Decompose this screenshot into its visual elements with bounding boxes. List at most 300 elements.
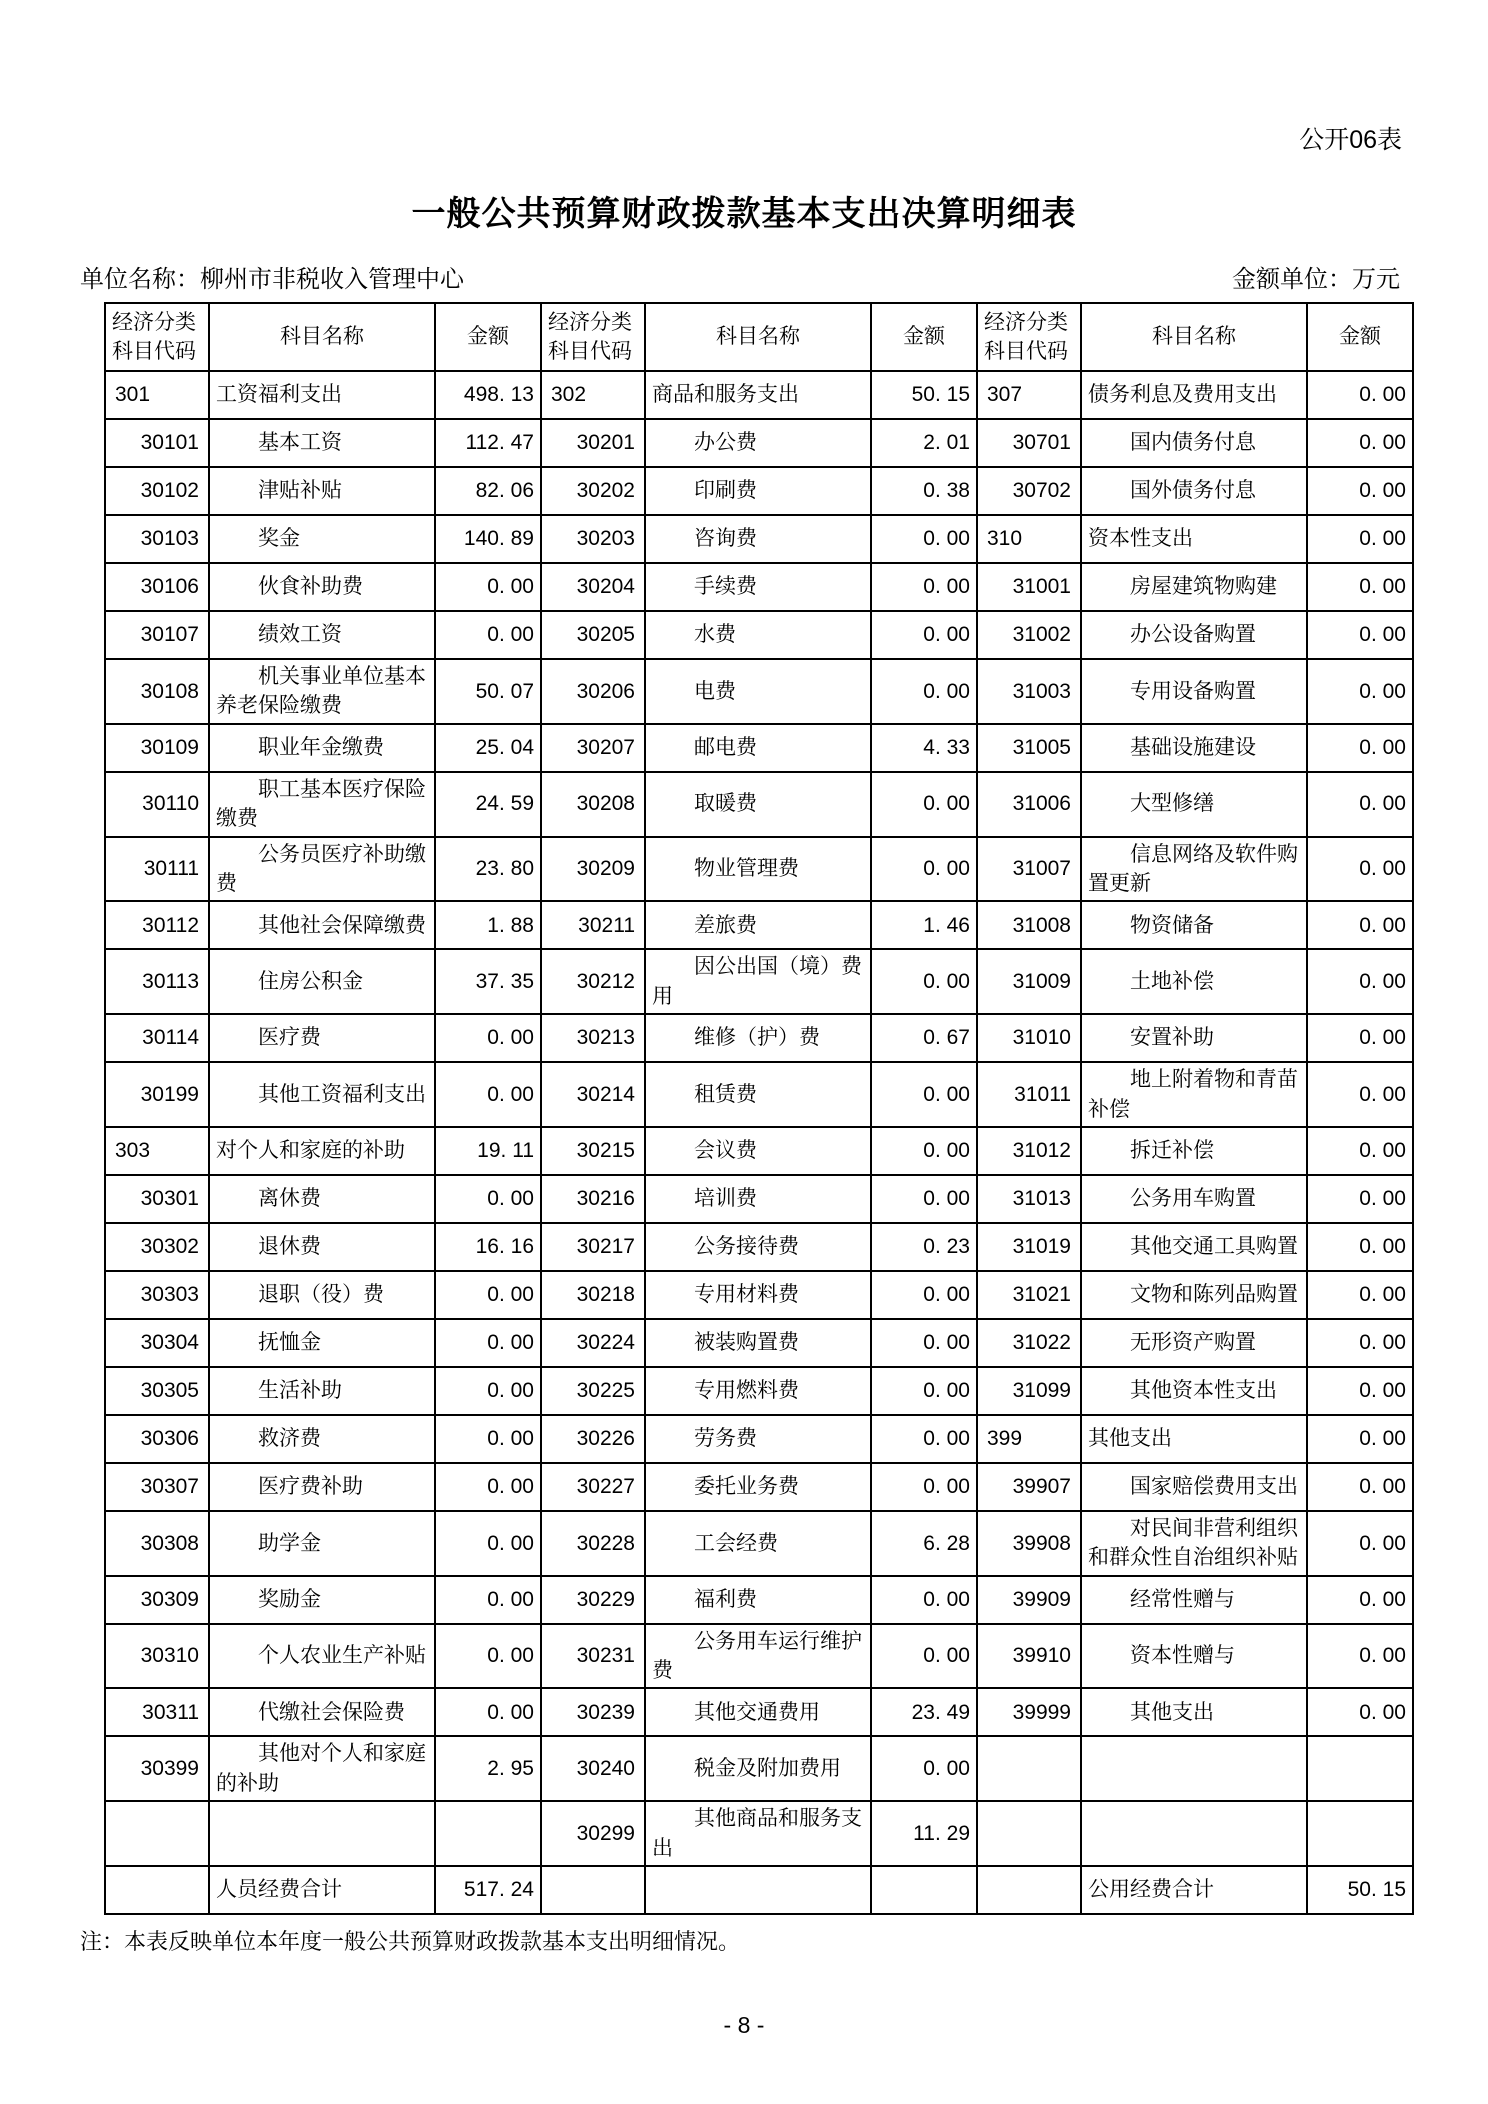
code-cell: 31022 — [977, 1319, 1081, 1367]
name-cell: 水费 — [645, 611, 871, 659]
name-cell: 退职（役）费 — [209, 1271, 435, 1319]
code-cell: 303 — [105, 1127, 209, 1175]
table-row — [105, 611, 1413, 659]
code-cell: 30214 — [541, 1062, 645, 1127]
amount-cell: 0. 00 — [1307, 611, 1413, 659]
name-cell: 公用经费合计 — [1081, 1866, 1307, 1914]
code-cell: 31013 — [977, 1175, 1081, 1223]
amount-cell: 0. 00 — [871, 1624, 977, 1689]
name-cell: 其他支出 — [1081, 1688, 1307, 1736]
code-cell: 30101 — [105, 419, 209, 467]
code-cell: 30111 — [105, 837, 209, 902]
name-cell: 退休费 — [209, 1223, 435, 1271]
name-cell: 工会经费 — [645, 1511, 871, 1576]
table-row — [105, 1415, 1413, 1463]
amount-cell — [1307, 1801, 1413, 1866]
amount-cell: 0. 00 — [1307, 1415, 1413, 1463]
amount-cell: 0. 23 — [871, 1223, 977, 1271]
name-cell: 房屋建筑物购建 — [1081, 563, 1307, 611]
code-cell — [977, 1736, 1081, 1801]
amount-cell: 50. 15 — [871, 371, 977, 419]
name-cell — [645, 1866, 871, 1914]
amount-cell: 0. 00 — [1307, 949, 1413, 1014]
amount-cell: 16. 16 — [435, 1223, 541, 1271]
name-cell: 其他商品和服务支出 — [645, 1801, 871, 1866]
code-cell: 39910 — [977, 1624, 1081, 1689]
name-cell: 商品和服务支出 — [645, 371, 871, 419]
table-row — [105, 515, 1413, 563]
code-cell: 31002 — [977, 611, 1081, 659]
amount-cell: 0. 00 — [1307, 1576, 1413, 1624]
code-cell: 31099 — [977, 1367, 1081, 1415]
amount-cell: 0. 00 — [435, 1576, 541, 1624]
name-cell: 因公出国（境）费用 — [645, 949, 871, 1014]
amount-cell: 0. 00 — [1307, 1271, 1413, 1319]
amount-cell — [871, 1866, 977, 1914]
name-cell: 咨询费 — [645, 515, 871, 563]
amount-cell: 0. 00 — [1307, 1062, 1413, 1127]
code-cell: 30202 — [541, 467, 645, 515]
code-cell: 31008 — [977, 901, 1081, 949]
code-cell: 30308 — [105, 1511, 209, 1576]
name-cell: 基础设施建设 — [1081, 724, 1307, 772]
code-cell: 30305 — [105, 1367, 209, 1415]
name-cell: 安置补助 — [1081, 1014, 1307, 1062]
name-cell: 办公设备购置 — [1081, 611, 1307, 659]
name-cell: 资本性赠与 — [1081, 1624, 1307, 1689]
amount-cell: 0. 00 — [435, 1624, 541, 1689]
table-row — [105, 772, 1413, 837]
code-cell: 30209 — [541, 837, 645, 902]
code-cell: 30306 — [105, 1415, 209, 1463]
name-cell: 个人农业生产补贴 — [209, 1624, 435, 1689]
amount-cell: 0. 00 — [435, 1688, 541, 1736]
amount-cell: 0. 00 — [1307, 371, 1413, 419]
name-cell: 其他交通工具购置 — [1081, 1223, 1307, 1271]
amount-cell — [1307, 1736, 1413, 1801]
amount-cell: 23. 49 — [871, 1688, 977, 1736]
amount-cell: 0. 00 — [1307, 1624, 1413, 1689]
amount-cell: 0. 00 — [435, 1415, 541, 1463]
name-cell: 其他资本性支出 — [1081, 1367, 1307, 1415]
amount-cell: 24. 59 — [435, 772, 541, 837]
amount-cell: 0. 00 — [871, 611, 977, 659]
code-cell: 302 — [541, 371, 645, 419]
amount-cell: 0. 00 — [1307, 772, 1413, 837]
name-cell: 委托业务费 — [645, 1463, 871, 1511]
code-cell: 30207 — [541, 724, 645, 772]
amount-cell: 37. 35 — [435, 949, 541, 1014]
amount-cell: 23. 80 — [435, 837, 541, 902]
amount-unit-label: 金额单位：万元 — [1232, 266, 1400, 293]
name-cell: 其他社会保障缴费 — [209, 901, 435, 949]
name-cell — [1081, 1736, 1307, 1801]
code-cell: 31001 — [977, 563, 1081, 611]
name-cell: 医疗费补助 — [209, 1463, 435, 1511]
name-cell: 文物和陈列品购置 — [1081, 1271, 1307, 1319]
name-cell: 其他支出 — [1081, 1415, 1307, 1463]
code-cell: 30106 — [105, 563, 209, 611]
name-cell: 无形资产购置 — [1081, 1319, 1307, 1367]
code-cell: 30224 — [541, 1319, 645, 1367]
amount-cell: 140. 89 — [435, 515, 541, 563]
amount-cell: 50. 15 — [1307, 1866, 1413, 1914]
header-economic-code: 经济分类科目代码 — [977, 303, 1081, 371]
name-cell: 其他工资福利支出 — [209, 1062, 435, 1127]
name-cell: 国内债务付息 — [1081, 419, 1307, 467]
name-cell: 专用设备购置 — [1081, 659, 1307, 724]
code-cell: 31021 — [977, 1271, 1081, 1319]
name-cell: 物资储备 — [1081, 901, 1307, 949]
amount-cell: 0. 00 — [871, 1576, 977, 1624]
amount-cell: 0. 00 — [871, 563, 977, 611]
header-economic-code: 经济分类科目代码 — [105, 303, 209, 371]
name-cell: 奖金 — [209, 515, 435, 563]
code-cell: 30309 — [105, 1576, 209, 1624]
code-cell — [977, 1866, 1081, 1914]
amount-cell: 0. 00 — [871, 1175, 977, 1223]
amount-cell: 4. 33 — [871, 724, 977, 772]
code-cell: 30218 — [541, 1271, 645, 1319]
amount-cell: 0. 00 — [435, 1463, 541, 1511]
header-subject-name: 科目名称 — [645, 303, 871, 371]
code-cell: 30226 — [541, 1415, 645, 1463]
name-cell: 对个人和家庭的补助 — [209, 1127, 435, 1175]
header-subject-name: 科目名称 — [209, 303, 435, 371]
amount-cell: 0. 00 — [435, 1175, 541, 1223]
amount-cell: 0. 00 — [1307, 1319, 1413, 1367]
page-number: - 8 - — [723, 2012, 765, 2038]
code-cell: 30204 — [541, 563, 645, 611]
table-row — [105, 467, 1413, 515]
table-header-row — [105, 303, 1413, 371]
amount-cell: 0. 00 — [871, 659, 977, 724]
name-cell — [209, 1801, 435, 1866]
name-cell: 物业管理费 — [645, 837, 871, 902]
code-cell: 31007 — [977, 837, 1081, 902]
amount-cell: 0. 00 — [435, 1271, 541, 1319]
code-cell: 30231 — [541, 1624, 645, 1689]
amount-cell: 0. 00 — [435, 1319, 541, 1367]
code-cell: 30110 — [105, 772, 209, 837]
table-row — [105, 1688, 1413, 1736]
amount-cell: 0. 00 — [1307, 515, 1413, 563]
name-cell: 绩效工资 — [209, 611, 435, 659]
code-cell: 30199 — [105, 1062, 209, 1127]
name-cell: 国家赔偿费用支出 — [1081, 1463, 1307, 1511]
table-note: 注：本表反映单位本年度一般公共预算财政拨款基本支出明细情况。 — [80, 1929, 741, 1955]
name-cell: 工资福利支出 — [209, 371, 435, 419]
amount-cell: 0. 00 — [1307, 467, 1413, 515]
amount-cell: 0. 00 — [871, 515, 977, 563]
code-cell: 30107 — [105, 611, 209, 659]
amount-cell: 0. 00 — [871, 1319, 977, 1367]
header-amount: 金额 — [871, 303, 977, 371]
name-cell: 其他交通费用 — [645, 1688, 871, 1736]
code-cell: 39909 — [977, 1576, 1081, 1624]
code-cell: 30225 — [541, 1367, 645, 1415]
name-cell: 经常性赠与 — [1081, 1576, 1307, 1624]
code-cell: 30227 — [541, 1463, 645, 1511]
name-cell: 医疗费 — [209, 1014, 435, 1062]
amount-cell: 0. 00 — [871, 1271, 977, 1319]
name-cell: 取暖费 — [645, 772, 871, 837]
name-cell: 信息网络及软件购置更新 — [1081, 837, 1307, 902]
amount-cell: 2. 01 — [871, 419, 977, 467]
code-cell: 30399 — [105, 1736, 209, 1801]
name-cell: 税金及附加费用 — [645, 1736, 871, 1801]
code-cell: 31003 — [977, 659, 1081, 724]
name-cell: 邮电费 — [645, 724, 871, 772]
amount-cell: 517. 24 — [435, 1866, 541, 1914]
code-cell: 30205 — [541, 611, 645, 659]
code-cell: 30103 — [105, 515, 209, 563]
table-row — [105, 419, 1413, 467]
amount-cell: 0. 00 — [1307, 1463, 1413, 1511]
table-row — [105, 1736, 1413, 1801]
name-cell: 会议费 — [645, 1127, 871, 1175]
name-cell: 公务用车购置 — [1081, 1175, 1307, 1223]
amount-cell: 0. 00 — [871, 837, 977, 902]
name-cell: 办公费 — [645, 419, 871, 467]
name-cell: 培训费 — [645, 1175, 871, 1223]
amount-cell: 11. 29 — [871, 1801, 977, 1866]
code-cell: 30113 — [105, 949, 209, 1014]
table-row — [105, 1576, 1413, 1624]
code-cell: 307 — [977, 371, 1081, 419]
amount-cell: 0. 00 — [435, 1014, 541, 1062]
name-cell: 基本工资 — [209, 419, 435, 467]
basic-expenditure-table — [104, 302, 1414, 1915]
code-cell: 30109 — [105, 724, 209, 772]
code-cell: 30211 — [541, 901, 645, 949]
name-cell: 公务员医疗补助缴费 — [209, 837, 435, 902]
code-cell: 310 — [977, 515, 1081, 563]
table-row — [105, 1801, 1413, 1866]
table-row — [105, 659, 1413, 724]
name-cell: 专用材料费 — [645, 1271, 871, 1319]
table-row — [105, 1866, 1413, 1914]
code-cell: 31010 — [977, 1014, 1081, 1062]
table-row — [105, 1463, 1413, 1511]
name-cell: 助学金 — [209, 1511, 435, 1576]
code-cell: 30215 — [541, 1127, 645, 1175]
name-cell: 机关事业单位基本养老保险缴费 — [209, 659, 435, 724]
name-cell: 职业年金缴费 — [209, 724, 435, 772]
name-cell: 伙食补助费 — [209, 563, 435, 611]
name-cell: 生活补助 — [209, 1367, 435, 1415]
amount-cell: 0. 00 — [1307, 901, 1413, 949]
code-cell: 30299 — [541, 1801, 645, 1866]
name-cell: 专用燃料费 — [645, 1367, 871, 1415]
name-cell: 大型修缮 — [1081, 772, 1307, 837]
unit-name-label: 单位名称：柳州市非税收入管理中心 — [80, 266, 464, 293]
code-cell: 301 — [105, 371, 209, 419]
name-cell: 差旅费 — [645, 901, 871, 949]
table-row — [105, 901, 1413, 949]
amount-cell: 2. 95 — [435, 1736, 541, 1801]
name-cell: 租赁费 — [645, 1062, 871, 1127]
code-cell: 30302 — [105, 1223, 209, 1271]
code-cell — [105, 1801, 209, 1866]
table-row — [105, 724, 1413, 772]
code-cell: 31005 — [977, 724, 1081, 772]
name-cell: 拆迁补偿 — [1081, 1127, 1307, 1175]
amount-cell: 0. 00 — [871, 1062, 977, 1127]
name-cell: 救济费 — [209, 1415, 435, 1463]
table-row — [105, 949, 1413, 1014]
code-cell: 30206 — [541, 659, 645, 724]
table-row — [105, 1062, 1413, 1127]
name-cell: 地上附着物和青苗补偿 — [1081, 1062, 1307, 1127]
amount-cell: 0. 00 — [1307, 1127, 1413, 1175]
name-cell: 国外债务付息 — [1081, 467, 1307, 515]
amount-cell — [435, 1801, 541, 1866]
name-cell: 公务用车运行维护费 — [645, 1624, 871, 1689]
amount-cell: 0. 00 — [871, 1367, 977, 1415]
name-cell: 劳务费 — [645, 1415, 871, 1463]
table-row — [105, 1624, 1413, 1689]
table-row — [105, 1127, 1413, 1175]
header-subject-name: 科目名称 — [1081, 303, 1307, 371]
code-cell: 30229 — [541, 1576, 645, 1624]
code-cell: 399 — [977, 1415, 1081, 1463]
name-cell — [1081, 1801, 1307, 1866]
name-cell: 其他对个人和家庭的补助 — [209, 1736, 435, 1801]
amount-cell: 82. 06 — [435, 467, 541, 515]
amount-cell: 0. 00 — [871, 949, 977, 1014]
code-cell: 39999 — [977, 1688, 1081, 1736]
name-cell: 职工基本医疗保险缴费 — [209, 772, 435, 837]
name-cell: 代缴社会保险费 — [209, 1688, 435, 1736]
code-cell: 30208 — [541, 772, 645, 837]
code-cell: 31009 — [977, 949, 1081, 1014]
table-row — [105, 1367, 1413, 1415]
name-cell: 土地补偿 — [1081, 949, 1307, 1014]
amount-cell: 498. 13 — [435, 371, 541, 419]
name-cell: 人员经费合计 — [209, 1866, 435, 1914]
name-cell: 债务利息及费用支出 — [1081, 371, 1307, 419]
code-cell: 39907 — [977, 1463, 1081, 1511]
amount-cell: 19. 11 — [435, 1127, 541, 1175]
name-cell: 离休费 — [209, 1175, 435, 1223]
amount-cell: 0. 00 — [435, 1511, 541, 1576]
amount-cell: 0. 00 — [871, 1127, 977, 1175]
table-row — [105, 1014, 1413, 1062]
code-cell: 30212 — [541, 949, 645, 1014]
amount-cell: 0. 00 — [1307, 837, 1413, 902]
code-cell: 30201 — [541, 419, 645, 467]
amount-cell: 0. 00 — [871, 1463, 977, 1511]
amount-cell: 0. 67 — [871, 1014, 977, 1062]
code-cell — [541, 1866, 645, 1914]
code-cell: 30301 — [105, 1175, 209, 1223]
name-cell: 对民间非营利组织和群众性自治组织补贴 — [1081, 1511, 1307, 1576]
table-row — [105, 1175, 1413, 1223]
amount-cell: 0. 38 — [871, 467, 977, 515]
table-row — [105, 563, 1413, 611]
amount-cell: 25. 04 — [435, 724, 541, 772]
name-cell: 抚恤金 — [209, 1319, 435, 1367]
amount-cell: 0. 00 — [435, 1062, 541, 1127]
code-cell — [977, 1801, 1081, 1866]
code-cell: 30310 — [105, 1624, 209, 1689]
name-cell: 被装购置费 — [645, 1319, 871, 1367]
code-cell: 30239 — [541, 1688, 645, 1736]
header-economic-code: 经济分类科目代码 — [541, 303, 645, 371]
name-cell: 住房公积金 — [209, 949, 435, 1014]
code-cell: 31006 — [977, 772, 1081, 837]
name-cell: 资本性支出 — [1081, 515, 1307, 563]
code-cell: 30311 — [105, 1688, 209, 1736]
amount-cell: 0. 00 — [871, 1736, 977, 1801]
name-cell: 印刷费 — [645, 467, 871, 515]
code-cell: 30701 — [977, 419, 1081, 467]
header-amount: 金额 — [1307, 303, 1413, 371]
code-cell: 30304 — [105, 1319, 209, 1367]
table-row — [105, 1511, 1413, 1576]
code-cell: 30203 — [541, 515, 645, 563]
amount-cell: 0. 00 — [871, 772, 977, 837]
name-cell: 维修（护）费 — [645, 1014, 871, 1062]
amount-cell: 50. 07 — [435, 659, 541, 724]
code-cell: 31019 — [977, 1223, 1081, 1271]
table-row — [105, 1223, 1413, 1271]
code-cell: 30213 — [541, 1014, 645, 1062]
name-cell: 奖励金 — [209, 1576, 435, 1624]
amount-cell: 0. 00 — [435, 563, 541, 611]
code-cell: 31012 — [977, 1127, 1081, 1175]
table-row — [105, 1271, 1413, 1319]
table-meta-row — [80, 259, 1400, 294]
amount-cell: 6. 28 — [871, 1511, 977, 1576]
amount-cell: 0. 00 — [1307, 563, 1413, 611]
code-cell: 30228 — [541, 1511, 645, 1576]
table-row — [105, 1319, 1413, 1367]
table-row — [105, 837, 1413, 902]
amount-cell: 1. 88 — [435, 901, 541, 949]
name-cell: 公务接待费 — [645, 1223, 871, 1271]
code-cell: 30112 — [105, 901, 209, 949]
amount-cell: 0. 00 — [1307, 1223, 1413, 1271]
code-cell: 30102 — [105, 467, 209, 515]
form-number-label: 公开06表 — [1299, 126, 1402, 154]
name-cell: 手续费 — [645, 563, 871, 611]
amount-cell: 112. 47 — [435, 419, 541, 467]
amount-cell: 1. 46 — [871, 901, 977, 949]
amount-cell: 0. 00 — [1307, 1688, 1413, 1736]
table-row — [105, 371, 1413, 419]
amount-cell: 0. 00 — [1307, 1511, 1413, 1576]
page-title: 一般公共预算财政拨款基本支出决算明细表 — [411, 195, 1077, 233]
code-cell: 31011 — [977, 1062, 1081, 1127]
code-cell: 30307 — [105, 1463, 209, 1511]
name-cell: 福利费 — [645, 1576, 871, 1624]
code-cell: 30240 — [541, 1736, 645, 1801]
code-cell: 30217 — [541, 1223, 645, 1271]
amount-cell: 0. 00 — [435, 611, 541, 659]
code-cell: 30216 — [541, 1175, 645, 1223]
header-amount: 金额 — [435, 303, 541, 371]
amount-cell: 0. 00 — [1307, 1175, 1413, 1223]
code-cell: 30702 — [977, 467, 1081, 515]
name-cell: 津贴补贴 — [209, 467, 435, 515]
amount-cell: 0. 00 — [435, 1367, 541, 1415]
name-cell: 电费 — [645, 659, 871, 724]
amount-cell: 0. 00 — [871, 1415, 977, 1463]
amount-cell: 0. 00 — [1307, 419, 1413, 467]
amount-cell: 0. 00 — [1307, 724, 1413, 772]
